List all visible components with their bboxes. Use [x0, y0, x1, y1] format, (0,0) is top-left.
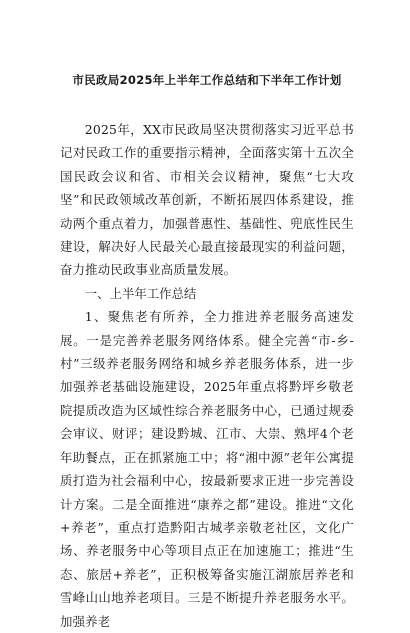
item-1-paragraph: 1、聚焦老有所养，全力推进养老服务高速发展。一是完善养老服务网络体系。健全完善“市-乡-村”三级养老服务网络和城乡养老服务体系，进一步加强养老基础设施建设，2025年重点将黔坪乡敬老院提质改造为区域性综合养老服务中心，已通过规委会审议、财评；建设黔城、江市、大崇、熟坪4个老年助餐点，正在抓紧施工中；将“湘中源”老年公寓提质打造为社会福利中心，按最新要求正进一步完善设计方案。二是全面推进“康养之都”建设。推进“文化+养老”，重点打造黔阳古城孝亲敬老社区，文化广场、养老服务中心等项目点正在加速施工；推进“生态、旅居+养老”，正积极筹备实施江湖旅居养老和雪峰山山地养老项目。三是不断提升养老服务水平。加强养老 — [60, 309, 354, 629]
section-heading: 一、上半年工作总结 — [84, 285, 197, 301]
document-title: 市民政局2025年上半年工作总结和下半年工作计划 — [72, 73, 342, 87]
intro-paragraph: 2025年，XX市民政局坚决贯彻落实习近平总书记对民政工作的重要指示精神，全面落实第十五次全国民政会议和省、市相关会议精神，聚焦“七大攻坚”和民政领域改革创新，不断拓展四体系建设，推动两个重点着力，加强普惠性、基础性、兜底性民生建设，解决好人民最关心最直接最现实的利益问题，奋力推动民政事业高质量发展。 — [60, 122, 354, 278]
